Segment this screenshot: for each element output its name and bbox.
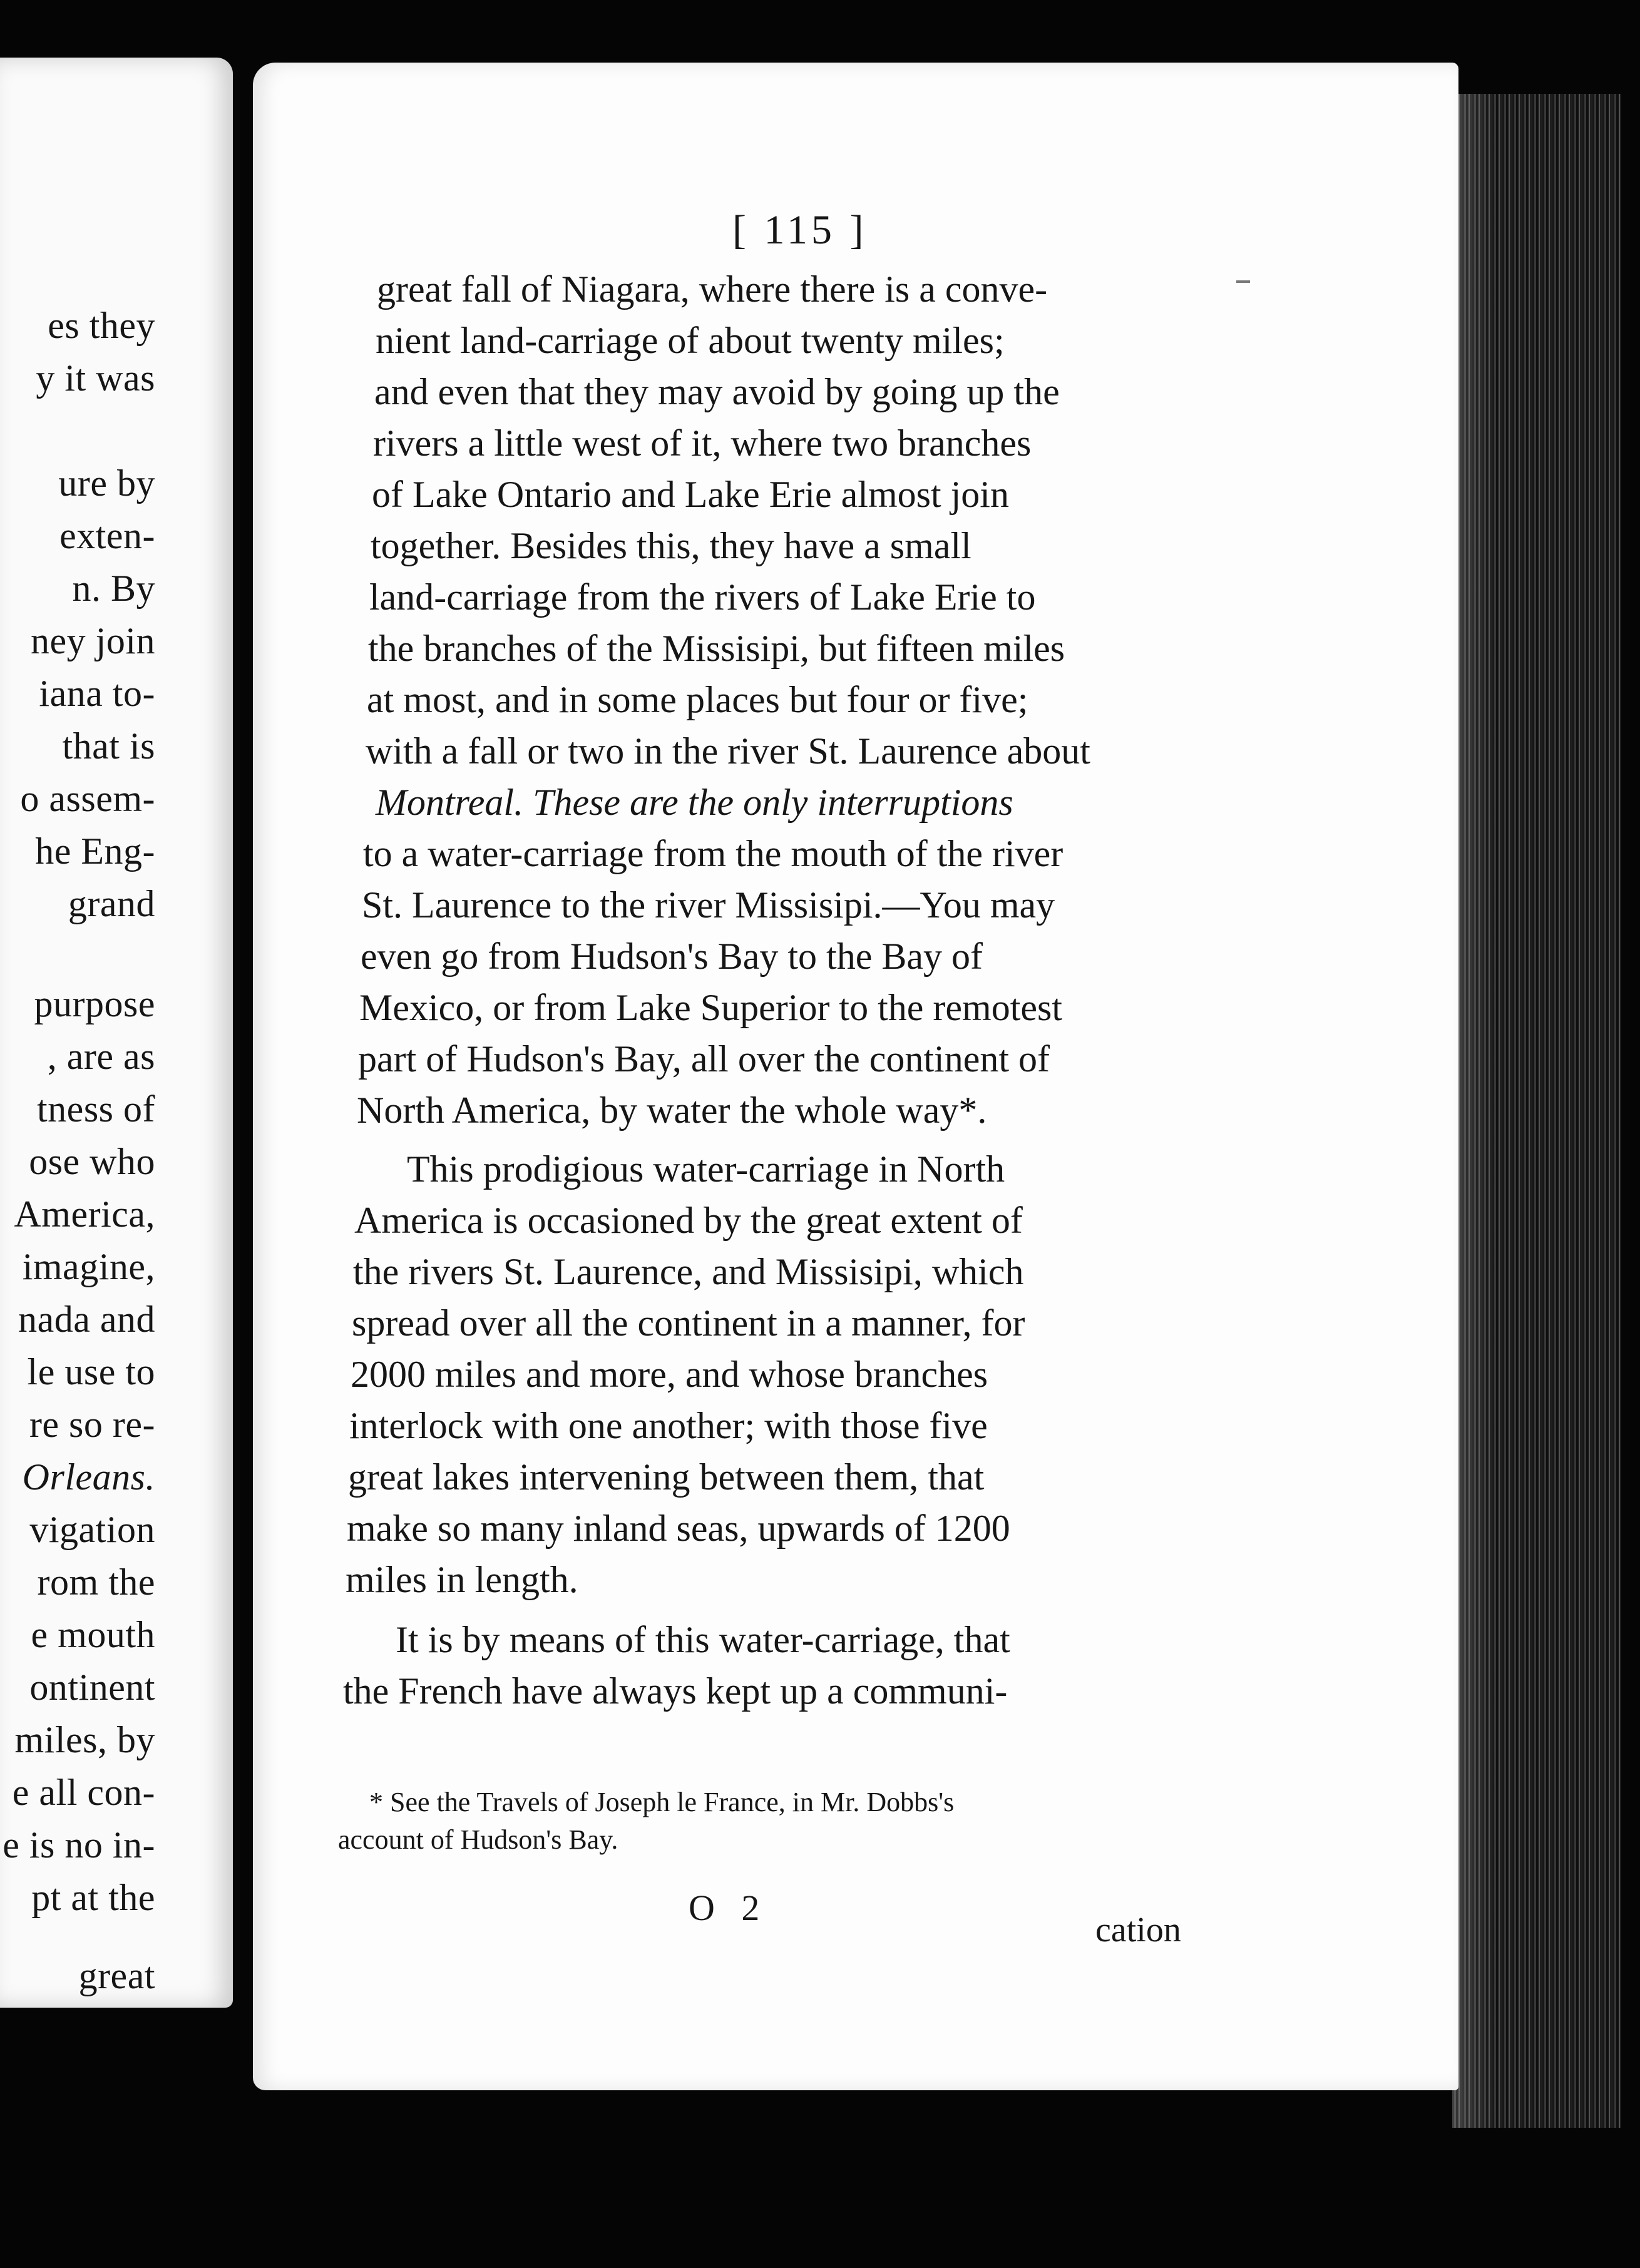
left-page-line: n. By: [72, 568, 155, 609]
text-line: This prodigious water-carriage in North: [407, 1148, 1005, 1190]
text-line: land-carriage from the rivers of Lake Erie to: [369, 576, 1036, 618]
text-line: to a water-carriage from the mouth of the river: [363, 833, 1063, 874]
text-line: rivers a little west of it, where two branches: [373, 422, 1032, 464]
text-line: St. Laurence to the river Missisipi.—You may: [362, 884, 1055, 926]
book-edge-shade: [1452, 94, 1496, 2128]
text-line: at most, and in some places but four or five;: [367, 679, 1028, 720]
left-page-line: great: [78, 1955, 155, 1996]
left-page-line: y it was: [36, 357, 155, 399]
text-line: with a fall or two in the river St. Laurence about: [366, 730, 1090, 772]
text-line: America is occasioned by the great extent of: [354, 1200, 1023, 1241]
left-page-line: e is no in-: [3, 1824, 155, 1866]
left-page-line: ose who: [29, 1141, 155, 1182]
text-line: Montreal. These are the only interruptions: [376, 782, 1013, 823]
text-line: the rivers St. Laurence, and Missisipi, which: [353, 1251, 1024, 1292]
margin-mark: [1236, 280, 1250, 283]
left-page-line: he Eng-: [35, 830, 155, 872]
left-page-line: miles, by: [14, 1719, 155, 1760]
text-line: It is by means of this water-carriage, that: [396, 1619, 1010, 1660]
text-line: of Lake Ontario and Lake Erie almost join: [372, 474, 1009, 515]
left-page-line: imagine,: [22, 1246, 155, 1287]
left-page-line: re so re-: [29, 1404, 155, 1445]
left-page-line: iana to-: [39, 673, 155, 714]
page-number: [ 115 ]: [732, 207, 868, 253]
left-page-line: le use to: [27, 1351, 155, 1392]
text-line: together. Besides this, they have a small: [371, 525, 971, 566]
text-line: the French have always kept up a communi-: [343, 1670, 1008, 1712]
left-page-line: vigation: [29, 1509, 155, 1550]
left-page-line: o assem-: [20, 778, 155, 819]
text-line: and even that they may avoid by going up the: [374, 371, 1060, 412]
left-page-line: purpose: [34, 983, 155, 1024]
footnote-line: * See the Travels of Joseph le France, in Mr. Dobbs's: [369, 1787, 955, 1817]
text-line: even go from Hudson's Bay to the Bay of: [361, 936, 983, 977]
text-line: miles in length.: [346, 1559, 578, 1600]
left-page-line: ontinent: [29, 1667, 155, 1708]
footnote-line: account of Hudson's Bay.: [338, 1824, 618, 1855]
catchword: cation: [1095, 1911, 1181, 1949]
left-page-line: es they: [48, 305, 155, 346]
left-page-line: grand: [68, 883, 155, 924]
left-page-line: rom the: [37, 1561, 155, 1603]
left-page-line: ney join: [31, 620, 155, 662]
signature-mark: O 2: [689, 1887, 769, 1928]
text-line: the branches of the Missisipi, but fifteen miles: [368, 628, 1065, 669]
text-line: make so many inland seas, upwards of 1200: [347, 1508, 1010, 1549]
text-line: nient land-carriage of about twenty miles;: [376, 320, 1005, 361]
left-page-line: , are as: [47, 1036, 155, 1077]
left-page-line: e mouth: [31, 1614, 155, 1655]
left-page-line: nada and: [18, 1299, 155, 1340]
text-line: North America, by water the whole way*.: [357, 1090, 987, 1131]
text-line: great fall of Niagara, where there is a conve-: [377, 268, 1048, 310]
left-page-line: that is: [62, 725, 155, 767]
text-line: 2000 miles and more, and whose branches: [351, 1354, 988, 1395]
left-page-line: Orleans.: [22, 1456, 155, 1498]
text-line: interlock with one another; with those five: [349, 1405, 988, 1446]
left-page-line: ure by: [58, 462, 155, 504]
left-page-line: pt at the: [31, 1877, 155, 1918]
left-page: [0, 58, 233, 2008]
left-page-line: e all con-: [12, 1772, 155, 1813]
text-line: part of Hudson's Bay, all over the continent of: [358, 1038, 1050, 1080]
left-page-line: America,: [14, 1193, 155, 1235]
left-page-line: tness of: [37, 1088, 155, 1130]
text-line: spread over all the continent in a manner, for: [352, 1302, 1025, 1344]
left-page-line: exten-: [59, 515, 155, 556]
text-line: great lakes intervening between them, that: [348, 1456, 985, 1498]
text-line: Mexico, or from Lake Superior to the remotest: [359, 987, 1063, 1028]
